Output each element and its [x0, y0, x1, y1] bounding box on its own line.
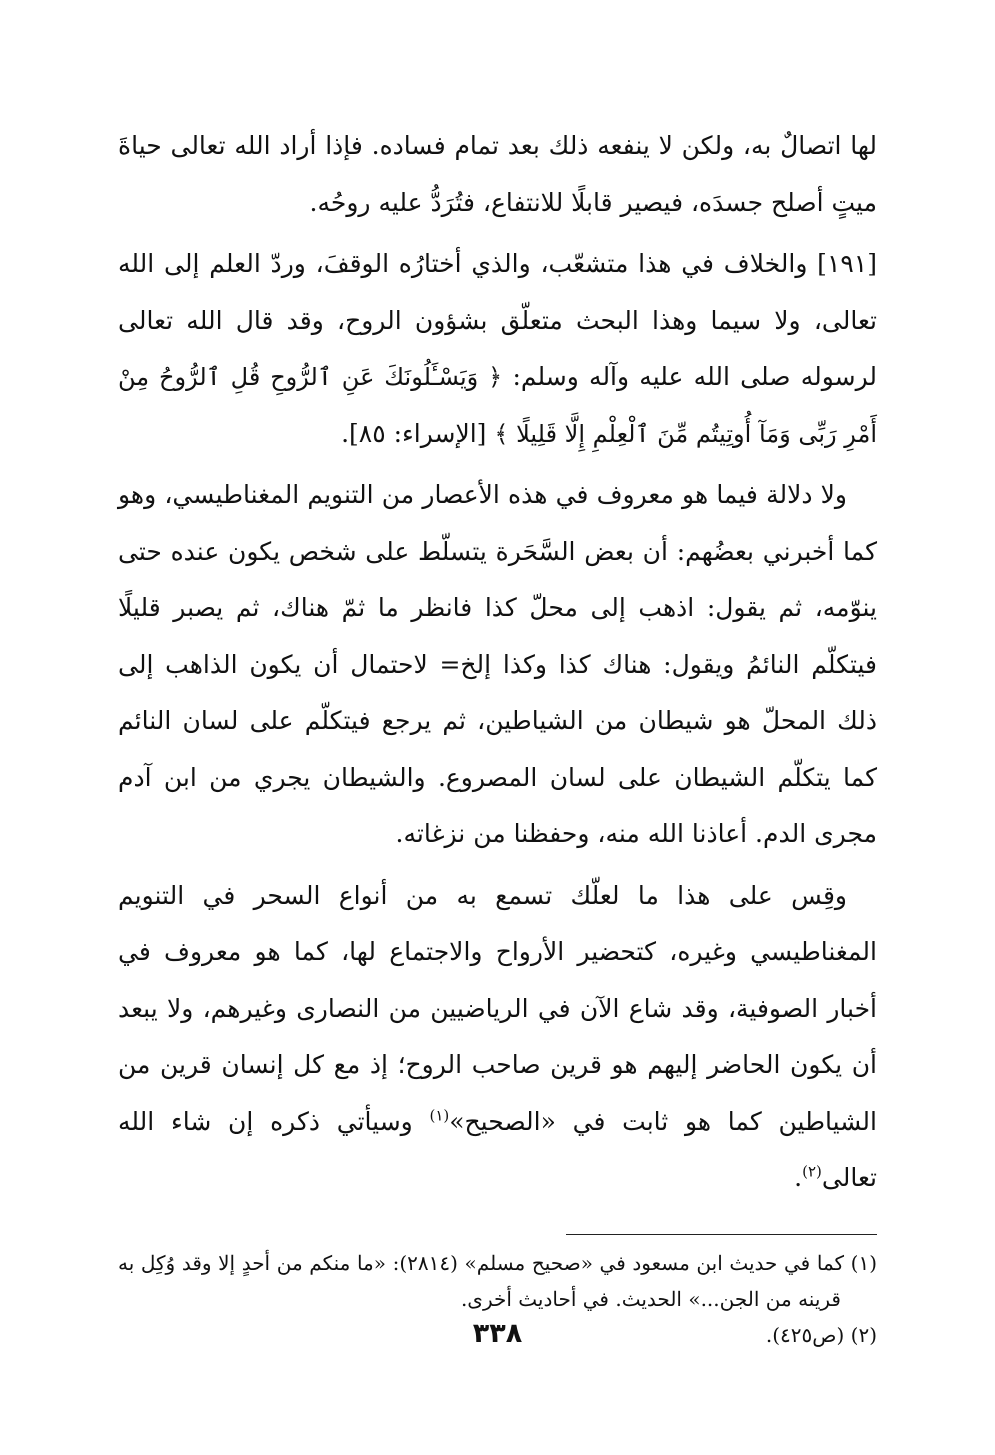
- paragraph-4-end: .: [794, 1163, 803, 1192]
- footnote-2: (٢) (ص٤٢٥).: [765, 1322, 877, 1347]
- paragraph-3: ولا دلالة فيما هو معروف في هذه الأعصار من التنويم المغناطيسي، وهو كما أخبرني بعضُهم: أن بعض السَّحَرة يتسلّط على شخص يكون عنده حتى ينوّمه، ثم يقول: اذهب إلى محلّ كذا فانظر ما ثمّ هناك، ثم يصبر قليلًا فيتكلّم النائمُ ويقول: هناك كذا وكذا إلخ= لاحتمال أن يكون الذاهب إلى ذلك المحلّ هو شيطان من الشياطين، ثم يرجع فيتكلّم على لسان النائم كما يتكلّم الشيطان على لسان المصروع. والشيطان يجري من ابن آدم مجرى الدم. أعاذنا الله منه، وحفظنا من نزغاته.: [118, 480, 877, 848]
- paragraph-4-text: وقِس على هذا ما لعلّك تسمع به من أنواع السحر في التنويم المغناطيسي وغيره، كتحضير الأرواح والاجتماع لها، كما هو معروف في أخبار الصوفية، وقد شاع الآن في الرياضيين من النصارى وغيرهم، ولا يبعد أن يكون الحاضر إليهم هو قرين صاحب الروح؛ إذ مع كل إنسان قرين من الشياطين كما هو ثابت في «الصحيح»: [118, 880, 877, 1136]
- footnote-1: (١) كما في حديث ابن مسعود في «صحيح مسلم» (٢٨١٤): «ما منكم من أحدٍ إلا وقد وُكِل به قرينه من الجن...» الحديث. في أحاديث أخرى.: [118, 1250, 877, 1311]
- paragraph-1: لها اتصالٌ به، ولكن لا ينفعه ذلك بعد تمام فساده. فإذا أراد الله تعالى حياةَ ميتٍ أصلح جسدَه، فيصير قابلًا للانتفاع، فتُرَدُّ عليه روحُه.: [118, 131, 877, 217]
- footnote-ref-2: (٢): [802, 1162, 822, 1181]
- quran-citation: [الإسراء: ٨٥].: [341, 418, 495, 448]
- footnote-ref-1: (١): [429, 1106, 450, 1125]
- paragraph-4-continuation: وسيأتي ذكره إن شاء الله تعالى: [118, 1106, 877, 1192]
- paragraph-4: [118, 868, 877, 1207]
- quran-verse: ﴿ وَيَسْـَٔلُونَكَ عَنِ ٱلرُّوحِ قُلِ ٱلرُّوحُ مِنْ أَمْرِ رَبِّى وَمَآ أُوتِيتُم مِّنَ ٱلْعِلْمِ إِلَّا قَلِيلًا ﴾: [118, 363, 877, 448]
- page-number: ٣٣٨: [472, 1318, 523, 1349]
- main-text: [118, 118, 877, 1353]
- footnote-divider: [566, 1234, 877, 1235]
- paragraph-2: [118, 236, 877, 462]
- paragraph-2-text: [١٩١] والخلاف في هذا متشعّب، والذي أختارُه الوقفَ، وردّ العلم إلى الله تعالى، ولا سيما وهذا البحث متعلّق بشؤون الروح، وقد قال الله تعالى لرسوله صلى الله عليه وآله وسلم:: [118, 249, 877, 391]
